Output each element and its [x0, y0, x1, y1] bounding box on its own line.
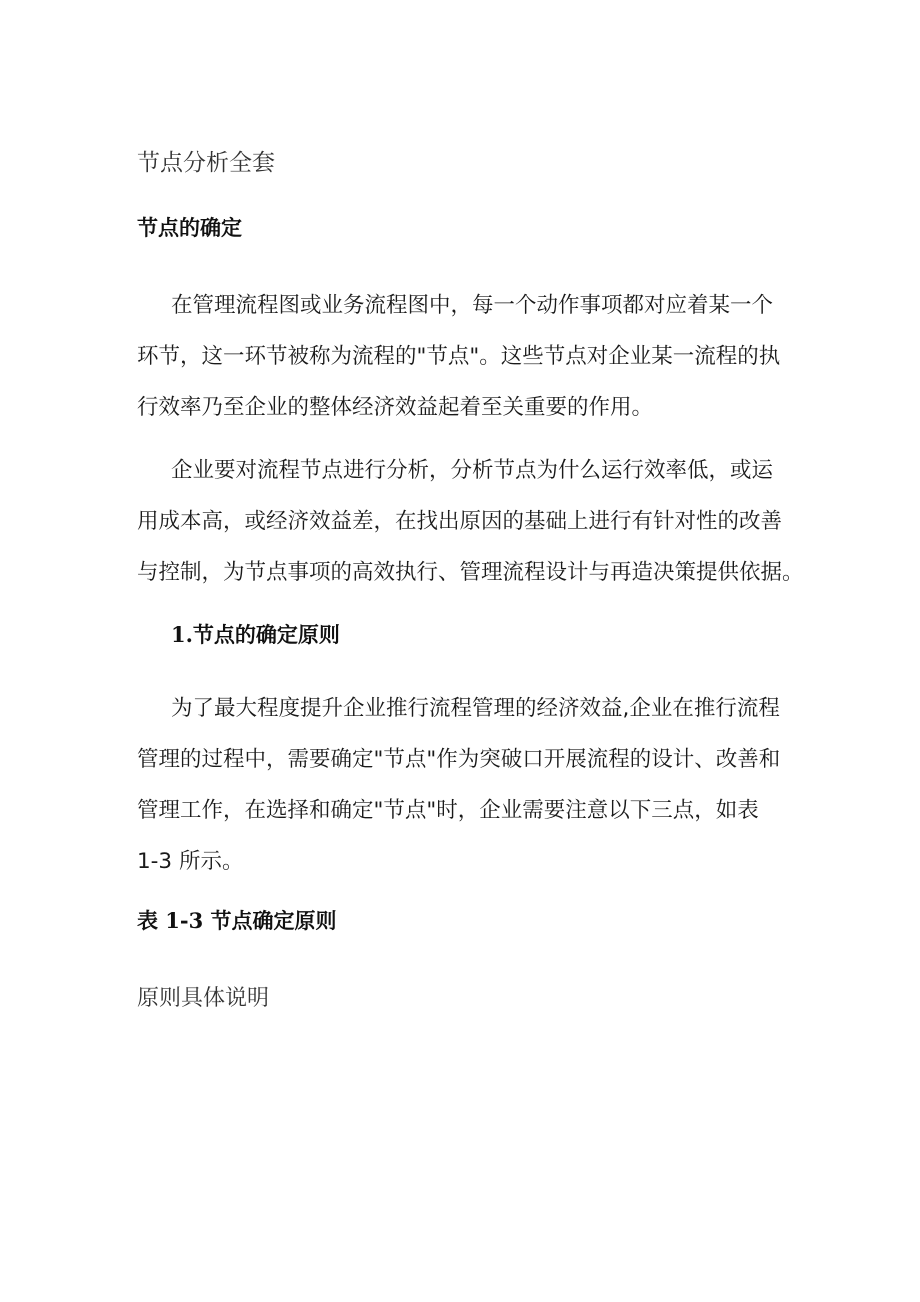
paragraph-line: 环节，这一环节被称为流程的"节点"。这些节点对企业某一流程的执	[137, 344, 781, 369]
paragraph-node-definition	[137, 280, 789, 433]
paragraph-line: 管理的过程中，需要确定"节点"作为突破口开展流程的设计、改善和	[137, 747, 781, 772]
paragraph-line: 在管理流程图或业务流程图中，每一个动作事项都对应着某一个	[171, 293, 774, 318]
paragraph-line: 企业要对流程节点进行分析，分析节点为什么运行效率低，或运	[171, 458, 774, 483]
table-caption: 表 1-3 节点确定原则	[137, 908, 337, 933]
table-column-header: 原则具体说明	[137, 986, 270, 1011]
paragraph-line: 管理工作，在选择和确定"节点"时，企业需要注意以下三点，如表	[137, 798, 759, 823]
paragraph-line: 为了最大程度提升企业推行流程管理的经济效益,企业在推行流程	[171, 696, 780, 721]
paragraph-node-analysis	[137, 445, 804, 598]
paragraph-line: 行效率乃至企业的整体经济效益起着至关重要的作用。	[137, 395, 654, 420]
paragraph-line: 用成本高，或经济效益差，在找出原因的基础上进行有针对性的改善	[137, 509, 783, 534]
document-title: 节点分析全套	[137, 150, 275, 176]
paragraph-line: 1-3 所示。	[137, 849, 244, 874]
subsection-heading: 1.节点的确定原则	[171, 622, 340, 647]
paragraph-principles	[137, 683, 789, 887]
section-heading: 节点的确定	[137, 216, 242, 240]
paragraph-line: 与控制，为节点事项的高效执行、管理流程设计与再造决策提供依据。	[137, 560, 804, 585]
